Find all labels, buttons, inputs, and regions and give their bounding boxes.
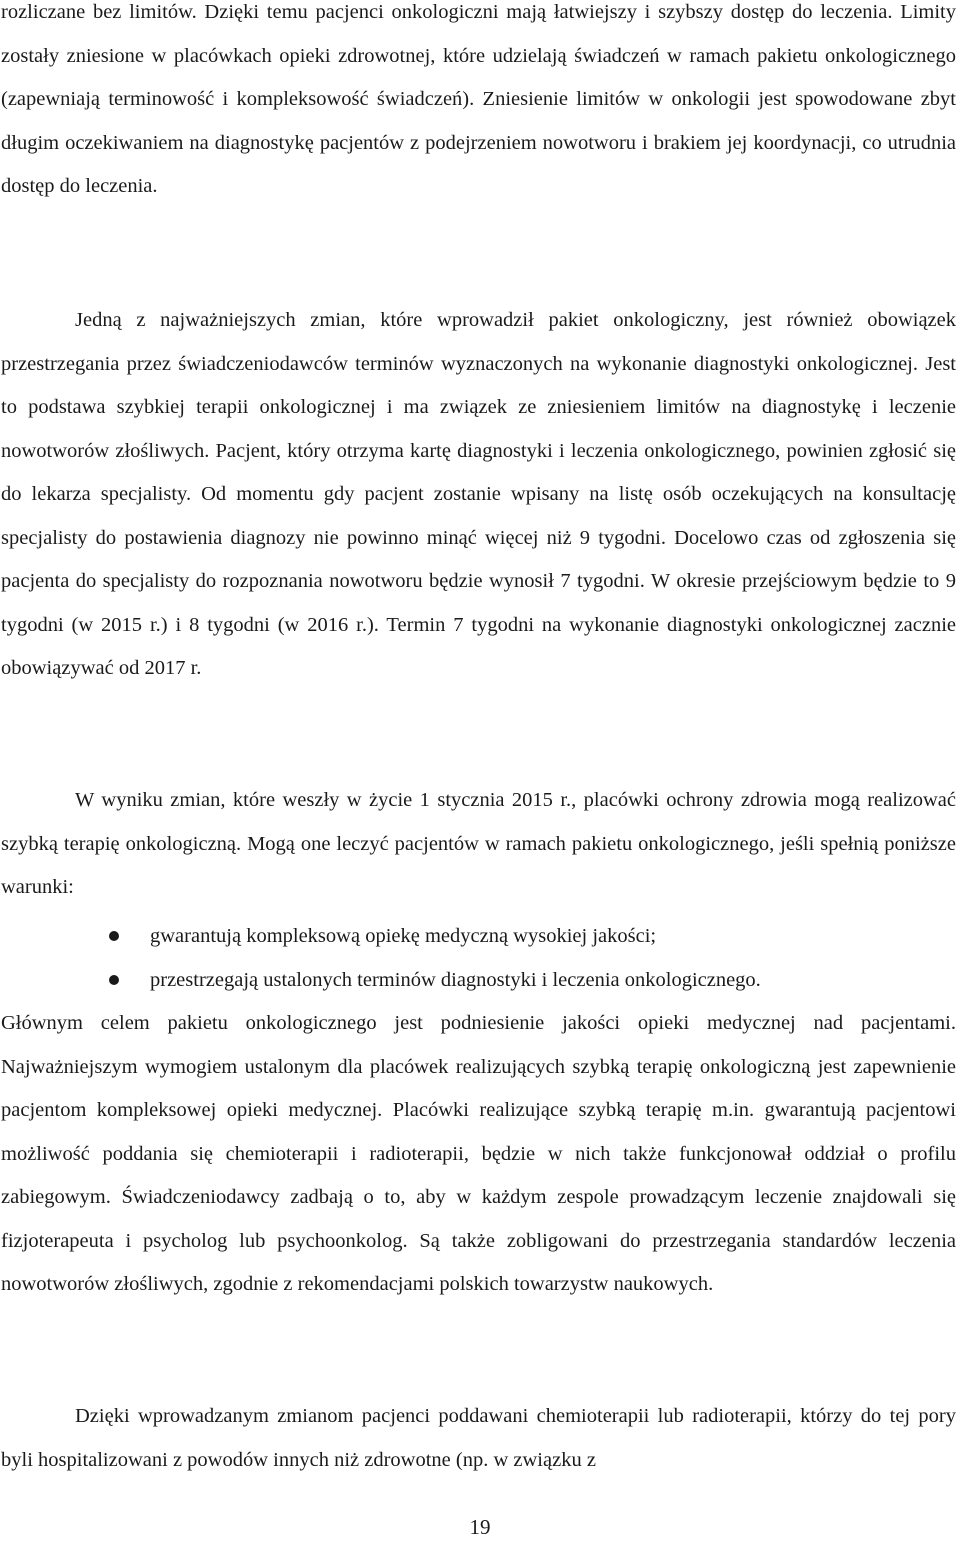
paragraph-main-goal: Głównym celem pakietu onkologicznego jest podniesienie jakości opieki medycznej nad pacjentami. Najważniejszym wymogiem ustalonym dla placówek realizujących szybką terapię onkologiczną jest zapewnienie pacjentom kompleksowej opieki medycznej. Placówki realizujące szybką terapię m.in. gwarantują pacjentowi możliwość poddania się chemioterapii i radioterapii, będzie w nich także funkcjonował oddział o profilu zabiegowym. Świadczeniodawcy zadbają o to, aby w każdym zespole prowadzącym leczenie znajdowali się fizjoterapeuta i psycholog lub psychoonkolog. Są także zobligowani do przestrzegania standardów leczenia nowotworów złośliwych, zgodnie z rekomendacjami polskich towarzystw naukowych. (1, 1012, 956, 1295)
paragraph-fast-therapy: W wyniku zmian, które weszły w życie 1 stycznia 2015 r., placówki ochrony zdrowia mogą realizować szybką terapię onkologiczną. Mogą one leczyć pacjentów w ramach pakietu onkologicznego, jeśli spełnią poniższe warunki: (1, 789, 956, 898)
bullet-icon (109, 931, 119, 941)
paragraph-diagnostics-deadlines: Jedną z najważniejszych zmian, które wprowadził pakiet onkologiczny, jest również obowiązek przestrzegania przez świadczeniodawców terminów wyznaczonych na wykonanie diagnostyki onkologicznej. Jest to podstawa szybkiej terapii onkologicznej i ma związek ze zniesieniem limitów na diagnostykę i leczenie nowotworów złośliwych. Pacjent, który otrzyma kartę diagnostyki i leczenia onkologicznego, powinien zgłosić się do lekarza specjalisty. Od momentu gdy pacjent zostanie wpisany na listę osób oczekujących na konsultację specjalisty do postawienia diagnozy nie powinno minąć więcej niż 9 tygodni. Docelowo czas od zgłoszenia się pacjenta do specjalisty do rozpoznania nowotworu będzie wynosił 7 tygodni. W okresie przejściowym będzie to 9 tygodni (w 2015 r.) i 8 tygodni (w 2016 r.). Termin 7 tygodni na wykonanie diagnostyki onkologicznej zacznie obowiązywać od 2017 r. (1, 309, 956, 679)
page-number: 19 (469, 1515, 491, 1539)
bullet-icon (109, 975, 119, 985)
list-item (0, 958, 960, 1002)
conditions-list (0, 914, 960, 1002)
paragraph-hospitalization: Dzięki wprowadzanym zmianom pacjenci poddawani chemioterapii lub radioterapii, którzy do tej pory byli hospitalizowani z powodów innych niż zdrowotne (np. w związku z (1, 1405, 956, 1471)
list-item-text: przestrzegają ustalonych terminów diagnostyki i leczenia onkologicznego. (150, 969, 761, 991)
list-item-text: gwarantują kompleksową opiekę medyczną wysokiej jakości; (150, 925, 657, 947)
paragraph-limits: rozliczane bez limitów. Dzięki temu pacjenci onkologiczni mają łatwiejszy i szybszy dostęp do leczenia. Limity zostały zniesione w placówkach opieki zdrowotnej, które udzielają świadczeń w ramach pakietu onkologicznego (zapewniają terminowość i kompleksowość świadczeń). Zniesienie limitów w onkologii jest spowodowane zbyt długim oczekiwaniem na diagnostykę pacjentów z podejrzeniem nowotworu i brakiem jej koordynacji, co utrudnia dostęp do leczenia. (1, 1, 956, 197)
list-item (0, 914, 960, 958)
